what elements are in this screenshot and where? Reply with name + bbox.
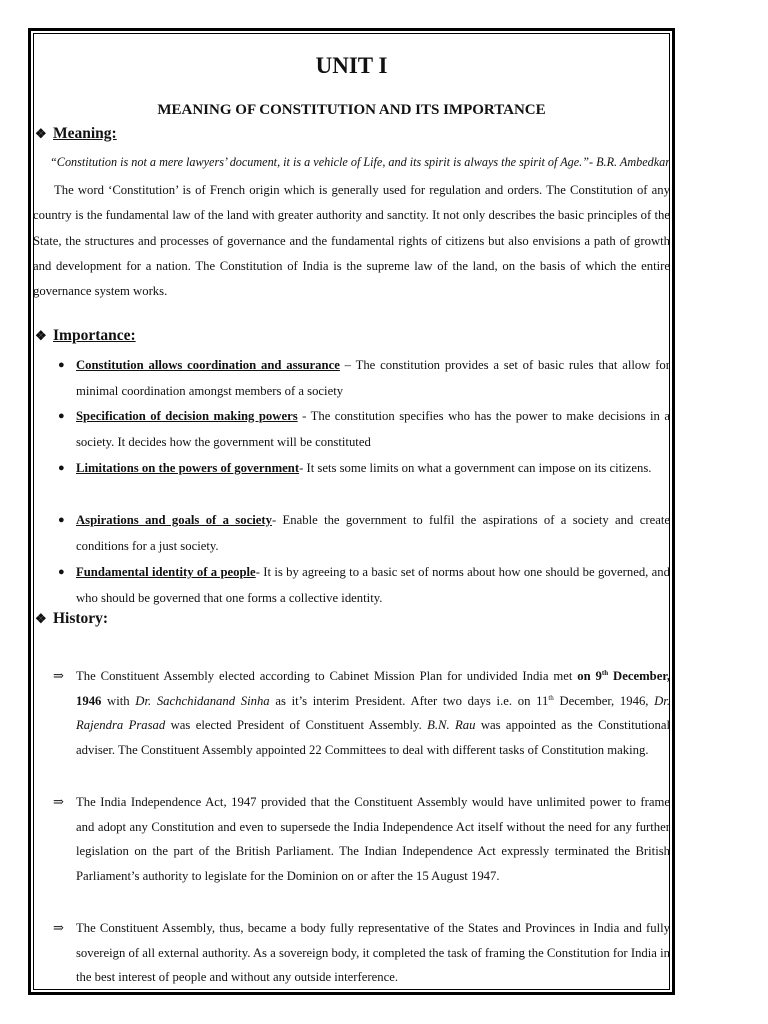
bullet-icon: ● [58, 359, 65, 371]
bullet-icon: ● [58, 566, 65, 578]
meaning-paragraph: The word ‘Constitution’ is of French origin which is generally used for regulation and orders. The Constitution of any country is the fundamental law of the land with greater authority and sanctity. It not only describes the basic principles of the State, the structures and processes of governance and the fundamental rights of citizens but also envisions a path of growth and development for a nation. The Constitution of India is the supreme law of the land, on the basis of which the entire governance system works. [33, 183, 670, 299]
list-item [56, 353, 670, 404]
diamond-bullet-icon: ❖ [35, 611, 47, 626]
date-rest: December, 1946 [76, 669, 670, 708]
diamond-bullet-icon: ❖ [35, 126, 47, 141]
date-suffix: th [548, 693, 554, 702]
person-name: Dr. Rajendra Prasad [76, 693, 670, 732]
list-item [56, 456, 670, 482]
text-run: December, 1946, [553, 693, 655, 708]
text-run: The Constituent Assembly elected according to Cabinet Mission Plan for undivided India met [76, 669, 578, 683]
importance-heading [35, 327, 136, 345]
history-paragraph-3: The Constituent Assembly, thus, became a body fully representative of the States and Provinces in India and fully sovereign of all external authority. As a sovereign body, it completed the task of framing the Constitution for India in the best interest of people and without any outside interference. [76, 921, 670, 984]
importance-heading-text: Importance: [53, 327, 136, 344]
date-day: on 9 [577, 669, 602, 683]
bullet-icon: ● [58, 514, 65, 526]
history-paragraph-1 [76, 664, 670, 762]
list-item-term: Fundamental identity of a people [76, 565, 256, 579]
list-item-text: - It is by agreeing to a basic set of norms about how one should be governed, and who should be governed that one forms a collective identity. [76, 565, 670, 605]
history-heading-text: History: [53, 610, 109, 627]
history-paragraph-2: The India Independence Act, 1947 provided that the Constituent Assembly would have unlimited power to frame and adopt any Constitution and even to supersede the India Independence Act itself without the need for any further legislation on the part of the British Parliament. The Indian Independence Act expressly terminated the British Parliament’s authority to legislate for the Dominion on or after the 15 August 1947. [76, 795, 670, 883]
list-item-term: Aspirations and goals of a society [76, 513, 272, 527]
list-item-text: - It sets some limits on what a government can impose on its citizens. [299, 461, 652, 475]
person-name: Dr. Sachchidanand Sinha [135, 693, 270, 708]
bullet-icon: ● [58, 462, 65, 474]
list-item-term: Limitations on the powers of government [76, 461, 300, 475]
quote-author: - B.R. Ambedkar [588, 155, 670, 169]
list-item-text: - Enable the government to fulfil the aspirations of a society and create conditions for a just society. [76, 513, 670, 553]
history-heading [35, 610, 108, 628]
text-run: as it’s interim President. After two days i.e. on 11 [269, 693, 549, 708]
bullet-icon: ● [58, 410, 65, 422]
list-item [56, 404, 670, 455]
history-item [53, 664, 670, 762]
history-item [53, 790, 670, 888]
text-run: was elected President of Constituent Assembly. [165, 718, 428, 732]
meaning-heading-text: Meaning: [53, 125, 117, 142]
diamond-bullet-icon: ❖ [35, 328, 47, 343]
text-run: with [101, 693, 136, 708]
list-item-term: Specification of decision making powers [76, 409, 298, 423]
arrow-bullet-icon: ⇒ [53, 668, 64, 683]
date-suffix: th [601, 668, 609, 677]
ambedkar-quote [33, 155, 670, 170]
unit-title: UNIT I [315, 53, 388, 78]
person-name: B.N. Rau [427, 718, 476, 732]
arrow-bullet-icon: ⇒ [53, 794, 64, 809]
list-item [56, 560, 670, 611]
arrow-bullet-icon: ⇒ [53, 920, 64, 935]
history-item [53, 916, 670, 990]
list-item [56, 508, 670, 559]
list-item-text: – The constitution provides a set of basic rules that allow for minimal coordination amongst members of a society [76, 358, 670, 398]
list-item-term: Constitution allows coordination and assurance [76, 358, 340, 372]
page-subtitle: MEANING OF CONSTITUTION AND ITS IMPORTANCE [157, 102, 546, 118]
list-item-text: - The constitution specifies who has the power to make decisions in a society. It decides how the government will be constituted [76, 409, 670, 449]
meaning-heading [35, 125, 117, 143]
text-run: was appointed as the Constitutional adviser. The Constituent Assembly appointed 22 Committees to deal with different tasks of Constitution making. [76, 718, 670, 757]
document-page [33, 33, 670, 990]
quote-text: “Constitution is not a mere lawyers’ document, it is a vehicle of Life, and its spirit is always the spirit of Age.” [50, 155, 589, 169]
